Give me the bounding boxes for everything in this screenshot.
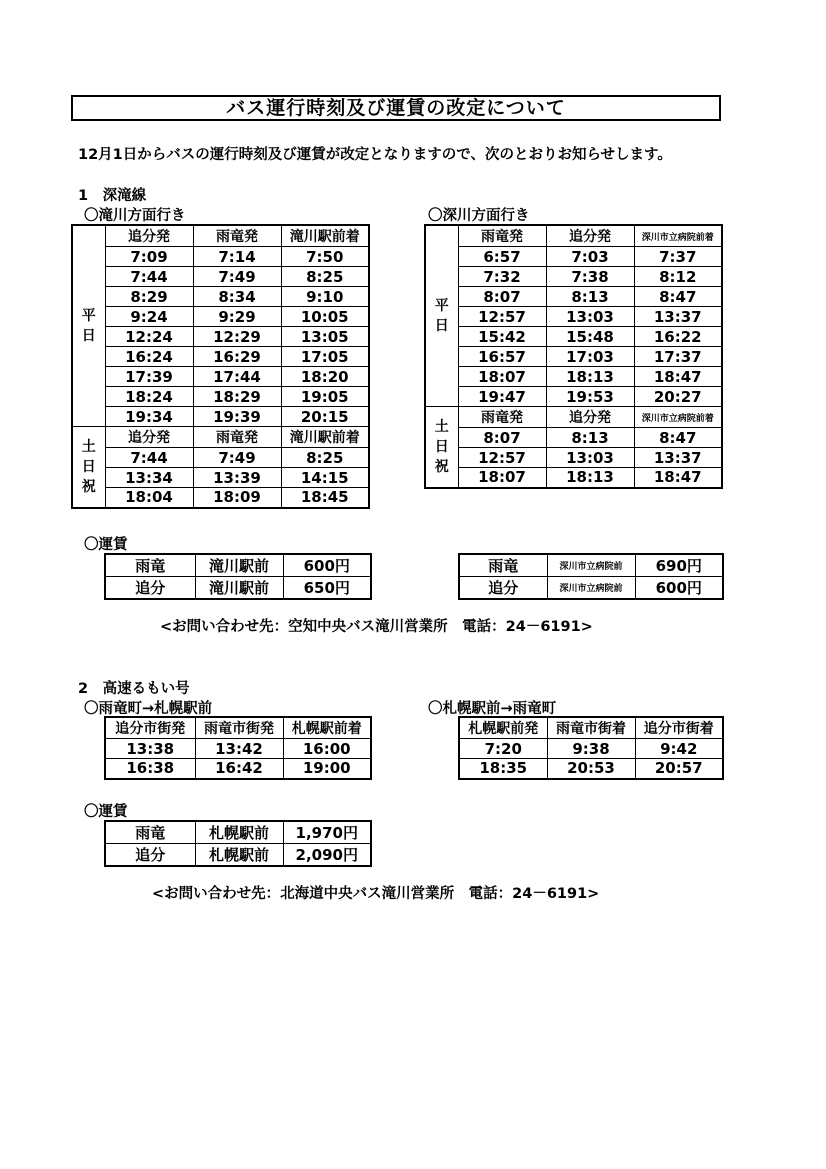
time-cell: 18:07	[458, 367, 546, 387]
fukagawa-bound-label: 〇深川方面行き	[428, 208, 530, 224]
time-cell: 7:44	[105, 267, 193, 287]
time-cell: 9:10	[281, 287, 369, 307]
fare-cell: 深川市立病院前	[547, 577, 635, 600]
table-row	[425, 387, 722, 407]
day-type-char: 平	[434, 298, 449, 314]
time-cell: 9:42	[635, 739, 723, 759]
time-cell: 19:34	[105, 407, 193, 427]
time-cell: 9:29	[193, 307, 281, 327]
table-row	[72, 387, 369, 407]
section1-heading: 1 深滝線	[78, 188, 147, 204]
time-cell: 8:07	[458, 287, 546, 307]
time-cell: 13:05	[281, 327, 369, 347]
time-cell: 18:04	[105, 488, 193, 508]
table-row	[425, 247, 722, 267]
header-row	[105, 717, 371, 739]
time-cell: 20:57	[635, 759, 723, 779]
time-cell: 18:09	[193, 488, 281, 508]
column-header: 雨竜発	[193, 427, 281, 448]
fare-cell: 600円	[283, 554, 371, 577]
fare-cell: 滝川駅前	[195, 554, 283, 577]
time-cell: 13:37	[634, 448, 722, 468]
column-header: 雨竜市街着	[547, 717, 635, 739]
fare-cell: 追分	[105, 844, 195, 867]
column-header: 滝川駅前着	[281, 225, 369, 247]
table-row	[72, 488, 369, 508]
fare-table-sapporo	[104, 820, 372, 867]
time-cell: 20:27	[634, 387, 722, 407]
time-cell: 17:03	[546, 347, 634, 367]
time-cell: 13:34	[105, 468, 193, 488]
time-cell: 19:39	[193, 407, 281, 427]
day-type-label	[72, 225, 105, 427]
time-cell: 16:22	[634, 327, 722, 347]
time-cell: 13:03	[546, 307, 634, 327]
time-cell: 7:09	[105, 247, 193, 267]
fare-cell: 追分	[459, 577, 547, 600]
time-cell: 13:38	[105, 739, 195, 759]
table-row	[72, 327, 369, 347]
time-cell: 12:57	[458, 448, 546, 468]
table-row	[425, 448, 722, 468]
day-type-char: 日	[434, 318, 449, 334]
fare-label-1: 〇運賃	[84, 537, 128, 553]
time-cell: 16:42	[195, 759, 283, 779]
fare-table-takikawa	[104, 553, 372, 600]
column-header: 追分発	[105, 427, 193, 448]
day-type-label	[425, 407, 458, 488]
time-cell: 8:34	[193, 287, 281, 307]
table-row	[105, 739, 371, 759]
time-cell: 8:13	[546, 428, 634, 448]
time-cell: 13:03	[546, 448, 634, 468]
time-cell: 16:24	[105, 347, 193, 367]
time-cell: 7:37	[634, 247, 722, 267]
time-cell: 8:13	[546, 287, 634, 307]
to-uryu-timetable	[458, 716, 724, 780]
column-header: 深川市立病院前着	[634, 225, 722, 247]
time-cell: 18:24	[105, 387, 193, 407]
header-row	[459, 717, 723, 739]
to-uryu-label: 〇札幌駅前→雨竜町	[428, 701, 557, 717]
time-cell: 16:00	[283, 739, 371, 759]
time-cell: 12:24	[105, 327, 193, 347]
time-cell: 8:29	[105, 287, 193, 307]
intro-text: 12月1日からバスの運行時刻及び運賃が改定となりますので、次のとおりお知らせします。	[78, 147, 672, 163]
column-header: 雨竜発	[458, 407, 546, 428]
time-cell: 7:50	[281, 247, 369, 267]
column-header: 追分発	[105, 225, 193, 247]
time-cell: 17:37	[634, 347, 722, 367]
time-cell: 16:57	[458, 347, 546, 367]
table-row	[72, 367, 369, 387]
table-row	[72, 448, 369, 468]
time-cell: 20:15	[281, 407, 369, 427]
time-cell: 7:49	[193, 448, 281, 468]
table-row	[425, 367, 722, 387]
fare-cell: 600円	[635, 577, 723, 600]
day-type-char: 土	[434, 418, 449, 435]
table-row	[425, 267, 722, 287]
time-cell: 8:25	[281, 448, 369, 468]
table-row	[425, 347, 722, 367]
time-cell: 19:00	[283, 759, 371, 779]
fare-cell: 2,090円	[283, 844, 371, 867]
day-type-label	[425, 225, 458, 407]
table-row	[72, 347, 369, 367]
fare-label-2: 〇運賃	[84, 804, 128, 820]
time-cell: 7:20	[459, 739, 547, 759]
fare-cell: 1,970円	[283, 821, 371, 844]
time-cell: 18:07	[458, 468, 546, 488]
time-cell: 7:44	[105, 448, 193, 468]
day-type-char: 平	[81, 308, 96, 324]
time-cell: 10:05	[281, 307, 369, 327]
time-cell: 9:24	[105, 307, 193, 327]
section2-heading: 2 高速るもい号	[78, 681, 190, 697]
time-cell: 20:53	[547, 759, 635, 779]
time-cell: 17:05	[281, 347, 369, 367]
time-cell: 18:20	[281, 367, 369, 387]
contact-sorachi: <お問い合わせ先：空知中央バス滝川営業所 電話：24－6191>	[160, 619, 593, 635]
time-cell: 8:47	[634, 428, 722, 448]
page-title: バス運行時刻及び運賃の改定について	[71, 95, 721, 121]
column-header: 雨竜発	[193, 225, 281, 247]
day-type-char: 日	[81, 458, 96, 475]
time-cell: 14:15	[281, 468, 369, 488]
table-row	[105, 577, 371, 600]
table-row	[72, 267, 369, 287]
day-type-char: 土	[81, 438, 96, 455]
fare-cell: 690円	[635, 554, 723, 577]
time-cell: 6:57	[458, 247, 546, 267]
table-row	[459, 577, 723, 600]
time-cell: 13:39	[193, 468, 281, 488]
time-cell: 7:38	[546, 267, 634, 287]
table-row	[72, 468, 369, 488]
table-row	[459, 739, 723, 759]
time-cell: 8:07	[458, 428, 546, 448]
column-header: 追分市街着	[635, 717, 723, 739]
time-cell: 15:48	[546, 327, 634, 347]
column-header: 深川市立病院前着	[634, 407, 722, 428]
time-cell: 16:38	[105, 759, 195, 779]
column-header: 追分発	[546, 407, 634, 428]
table-row	[72, 307, 369, 327]
to-sapporo-timetable	[104, 716, 372, 780]
time-cell: 13:37	[634, 307, 722, 327]
column-header: 滝川駅前着	[281, 427, 369, 448]
table-row	[72, 407, 369, 427]
fare-cell: 雨竜	[105, 554, 195, 577]
fare-cell: 札幌駅前	[195, 821, 283, 844]
time-cell: 17:44	[193, 367, 281, 387]
time-cell: 8:25	[281, 267, 369, 287]
time-cell: 12:29	[193, 327, 281, 347]
table-row	[425, 327, 722, 347]
header-row	[425, 407, 722, 428]
fare-cell: 追分	[105, 577, 195, 600]
table-row	[459, 759, 723, 779]
time-cell: 18:47	[634, 468, 722, 488]
fare-cell: 650円	[283, 577, 371, 600]
time-cell: 7:49	[193, 267, 281, 287]
time-cell: 18:45	[281, 488, 369, 508]
time-cell: 12:57	[458, 307, 546, 327]
table-row	[425, 428, 722, 448]
table-row	[105, 844, 371, 867]
fare-table-fukagawa	[458, 553, 724, 600]
to-sapporo-label: 〇雨竜町→札幌駅前	[84, 701, 213, 717]
fare-cell: 雨竜	[459, 554, 547, 577]
table-row	[459, 554, 723, 577]
header-row	[72, 427, 369, 448]
table-row	[105, 759, 371, 779]
column-header: 札幌駅前着	[283, 717, 371, 739]
time-cell: 18:47	[634, 367, 722, 387]
time-cell: 7:14	[193, 247, 281, 267]
time-cell: 16:29	[193, 347, 281, 367]
table-row	[72, 247, 369, 267]
time-cell: 13:42	[195, 739, 283, 759]
time-cell: 18:13	[546, 468, 634, 488]
fukagawa-timetable	[424, 224, 723, 489]
fare-cell: 雨竜	[105, 821, 195, 844]
time-cell: 19:05	[281, 387, 369, 407]
day-type-char: 祝	[434, 458, 449, 475]
time-cell: 19:53	[546, 387, 634, 407]
time-cell: 7:03	[546, 247, 634, 267]
table-row	[425, 468, 722, 488]
contact-hokkaido-chuo: <お問い合わせ先：北海道中央バス滝川営業所 電話：24－6191>	[152, 886, 600, 902]
takikawa-bound-label: 〇滝川方面行き	[84, 208, 186, 224]
time-cell: 19:47	[458, 387, 546, 407]
table-row	[425, 307, 722, 327]
header-row	[425, 225, 722, 247]
time-cell: 18:35	[459, 759, 547, 779]
column-header: 札幌駅前発	[459, 717, 547, 739]
time-cell: 18:13	[546, 367, 634, 387]
table-row	[72, 287, 369, 307]
time-cell: 8:12	[634, 267, 722, 287]
fare-cell: 深川市立病院前	[547, 554, 635, 577]
time-cell: 8:47	[634, 287, 722, 307]
column-header: 雨竜発	[458, 225, 546, 247]
time-cell: 15:42	[458, 327, 546, 347]
day-type-char: 日	[81, 328, 96, 344]
time-cell: 7:32	[458, 267, 546, 287]
day-type-char: 祝	[81, 478, 96, 495]
time-cell: 17:39	[105, 367, 193, 387]
time-cell: 18:29	[193, 387, 281, 407]
column-header: 追分発	[546, 225, 634, 247]
fare-cell: 滝川駅前	[195, 577, 283, 600]
table-row	[425, 287, 722, 307]
fare-cell: 札幌駅前	[195, 844, 283, 867]
header-row	[72, 225, 369, 247]
table-row	[105, 554, 371, 577]
table-row	[105, 821, 371, 844]
time-cell: 9:38	[547, 739, 635, 759]
column-header: 追分市街発	[105, 717, 195, 739]
takikawa-timetable	[71, 224, 370, 509]
day-type-char: 日	[434, 438, 449, 455]
day-type-label	[72, 427, 105, 508]
column-header: 雨竜市街発	[195, 717, 283, 739]
